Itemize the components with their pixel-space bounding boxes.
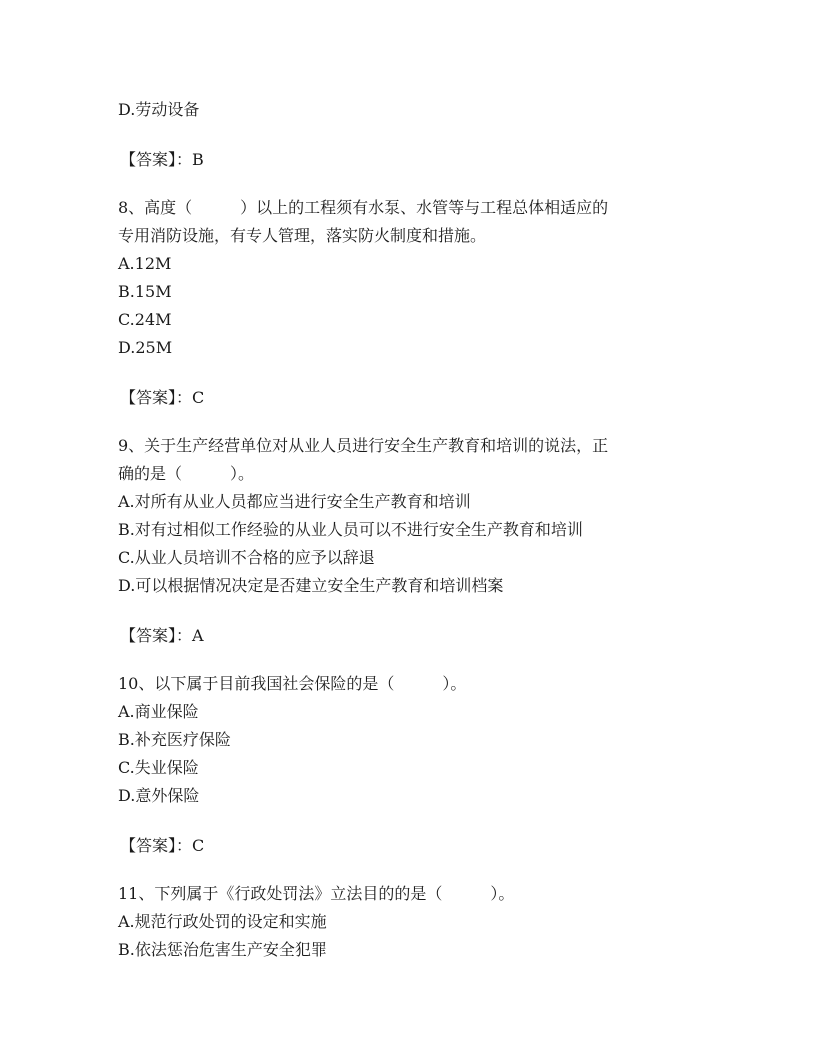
q9-stem-line2: 确的是（ ）。 bbox=[118, 464, 255, 483]
q11-stem-line1: 11、下列属于《行政处罚法》立法目的的是（ ）。 bbox=[118, 884, 515, 903]
q10-stem-line1: 10、以下属于目前我国社会保险的是（ ）。 bbox=[118, 674, 467, 693]
q9-stem-line1: 9、关于生产经营单位对从业人员进行安全生产教育和培训的说法，正 bbox=[118, 436, 609, 455]
q11-option-b: B.依法惩治危害生产安全犯罪 bbox=[118, 940, 327, 959]
spacer bbox=[118, 173, 708, 194]
q9-answer: 【答案】：A bbox=[120, 626, 204, 645]
spacer bbox=[118, 649, 708, 670]
q7-option-d: D.劳动设备 bbox=[118, 100, 200, 119]
q10-answer: 【答案】：C bbox=[120, 836, 205, 855]
q8-option-d: D.25M bbox=[118, 338, 173, 357]
q11-option-a: A.规范行政处罚的设定和实施 bbox=[118, 912, 327, 931]
q9-option-d: D.可以根据情况决定是否建立安全生产教育和培训档案 bbox=[118, 576, 504, 595]
spacer bbox=[118, 362, 708, 385]
spacer bbox=[118, 810, 708, 833]
q10-option-d: D.意外保险 bbox=[118, 786, 200, 805]
q8-option-b: B.15M bbox=[118, 282, 172, 301]
q9-option-b: B.对有过相似工作经验的从业人员可以不进行安全生产教育和培训 bbox=[118, 520, 583, 539]
q10-option-c: C.失业保险 bbox=[118, 758, 199, 777]
q10-option-a: A.商业保险 bbox=[118, 702, 199, 721]
q7-answer: 【答案】：B bbox=[120, 150, 204, 169]
q8-stem-line2: 专用消防设施，有专人管理，落实防火制度和措施。 bbox=[118, 226, 487, 245]
spacer bbox=[118, 859, 708, 880]
q9-option-a: A.对所有从业人员都应当进行安全生产教育和培训 bbox=[118, 492, 471, 511]
q10-option-b: B.补充医疗保险 bbox=[118, 730, 231, 749]
q8-answer: 【答案】：C bbox=[120, 388, 205, 407]
q8-option-a: A.12M bbox=[118, 254, 172, 273]
q9-option-c: C.从业人员培训不合格的应予以辞退 bbox=[118, 548, 375, 567]
q8-stem-line1: 8、高度（ ）以上的工程须有水泵、水管等与工程总体相适应的 bbox=[118, 198, 609, 217]
q8-option-c: C.24M bbox=[118, 310, 172, 329]
document-page bbox=[118, 96, 708, 964]
spacer bbox=[118, 411, 708, 432]
spacer bbox=[118, 124, 708, 147]
spacer bbox=[118, 600, 708, 623]
